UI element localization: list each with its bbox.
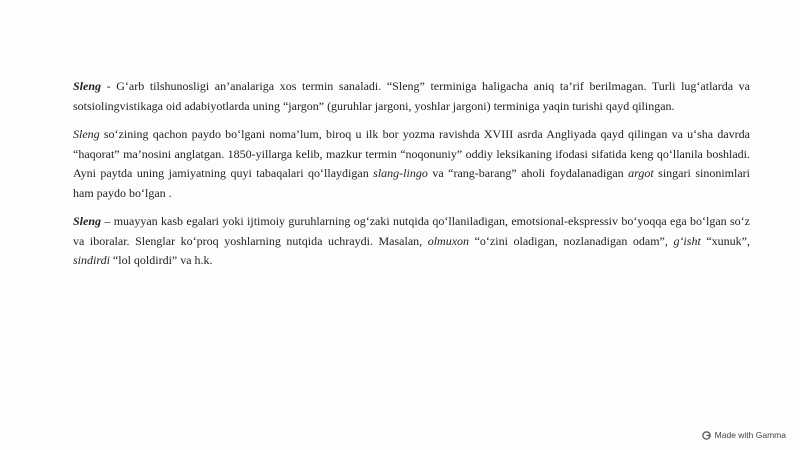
paragraph-text: “o‘zini oladigan, nozlanadigan odam”, xyxy=(469,233,674,248)
example-sindirdi: sindirdi xyxy=(73,253,110,267)
gamma-logo-icon xyxy=(702,431,711,440)
paragraph-text: va “rang-barang” aholi foydalanadigan xyxy=(427,166,629,180)
paragraph-sleng-history xyxy=(73,125,750,203)
text-block xyxy=(73,77,750,280)
term-slang-lingo: slang-lingo xyxy=(373,166,428,180)
paragraph-text: – muayyan kasb egalari yoki ijtimoiy guruhlarning og‘zaki nutqida qo‘llaniladigan, emotsional-ekspressiv bo‘yoqqa ega bo‘lgan so‘z va iboralar. Slenglar ko‘proq yoshlarning nutqida uchraydi. Masalan, xyxy=(73,214,750,248)
term-sleng: Sleng xyxy=(73,214,102,228)
paragraph-text: “xunuk”, xyxy=(700,233,750,248)
example-gisht: g‘isht xyxy=(673,233,701,248)
made-with-gamma-badge[interactable] xyxy=(702,430,786,440)
paragraph-text: singari sinonimlari ham paydo bo‘lgan . xyxy=(73,166,750,200)
paragraph-sleng-usage xyxy=(73,212,750,271)
example-olmuxon: olmuxon xyxy=(427,233,470,248)
badge-label: Made with Gamma xyxy=(714,430,786,440)
paragraph-sleng-definition xyxy=(73,77,750,116)
paragraph-text: “lol qoldirdi” va h.k. xyxy=(109,253,213,267)
term-argot: argot xyxy=(628,166,654,180)
term-sleng: Sleng xyxy=(73,79,102,93)
paragraph-text: so‘zining qachon paydo bo‘lgani noma’lum, biroq u ilk bor yozma ravishda XVIII asrda Angliyada qayd qilingan va u‘sha davrda “haqorat” ma’nosini anglatgan. 1850-yillarga kelib, mazkur termin “noqonuniy” oddiy leksikaning ifodasi sifatida keng qo‘llanila boshladi. Ayni paytda uning jamiyatning quyi tabaqalari qo‘llaydigan xyxy=(73,127,750,180)
term-sleng: Sleng xyxy=(73,127,100,141)
paragraph-text: - G‘arb tilshunosligi an’analariga xos termin sanaladi. “Sleng” terminiga haligacha aniq ta’rif berilmagan. Turli lug‘atlarda va sotsiolingvistikaga oid adabiyotlarda uning “jargon” (guruhlar jargoni, yoshlar jargoni) terminiga yaqin turishi qayd qilingan. xyxy=(73,79,750,113)
